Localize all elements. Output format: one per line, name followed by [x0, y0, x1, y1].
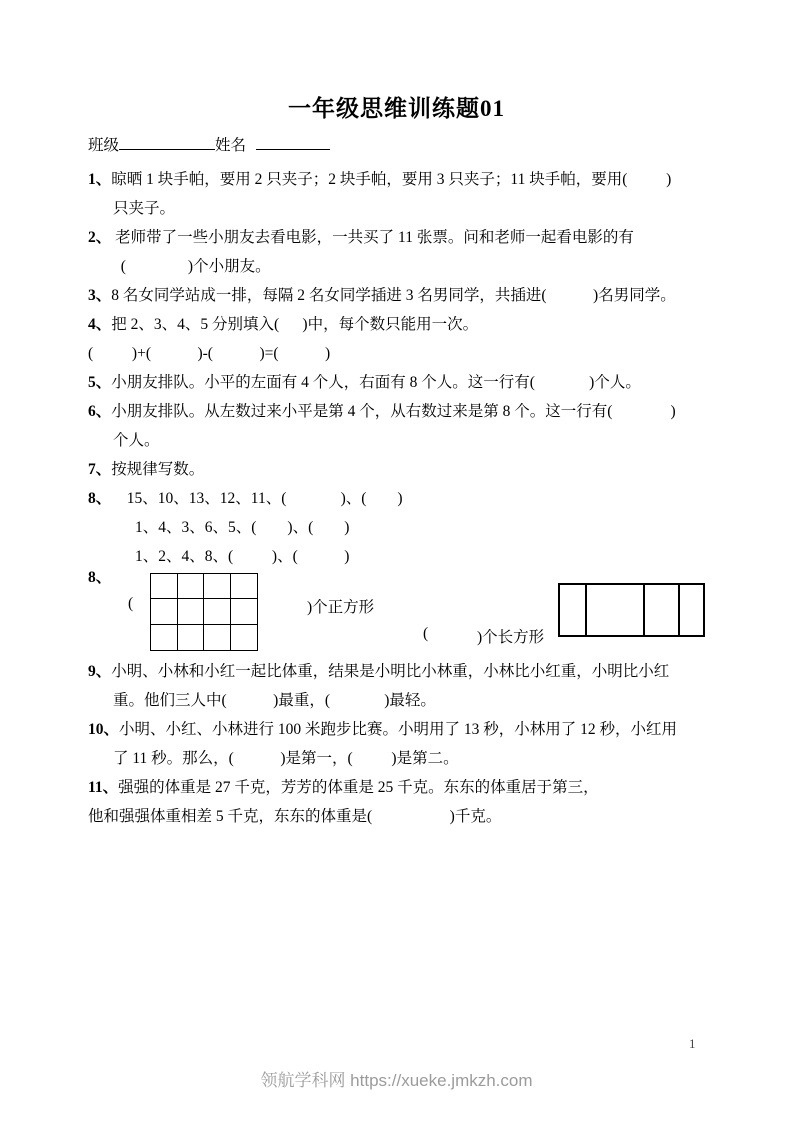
- rect-section: [680, 585, 703, 635]
- grid-cell: [151, 599, 178, 624]
- footer-site-url: 领航学科网 https://xueke.jmkzh.com: [260, 1071, 533, 1090]
- question-7-line-1: 7、按规律写数。: [88, 461, 205, 478]
- question-2-line-1: 2、 老师带了一些小朋友去看电影，一共买了 11 张票。问和老师一起看电影的有: [88, 229, 634, 246]
- question-1-line-1: 1、晾晒 1 块手帕，要用 2 只夹子；2 块手帕，要用 3 只夹子；11 块手帕，要用( ): [88, 171, 672, 188]
- grid-cell: [204, 625, 231, 650]
- grid-cell: [231, 574, 258, 599]
- grid-cell: [178, 599, 205, 624]
- question-6-line-1: 6、小朋友排队。从左数过来小平是第 4 个，从右数过来是第 8 个。这一行有( ): [88, 403, 676, 420]
- grid-cell: [204, 574, 231, 599]
- rectangle-figure: [558, 583, 705, 637]
- grid-cell: [178, 625, 205, 650]
- question-8-sequence-3: 1、2、4、8、( )、( ): [135, 548, 350, 565]
- question-6-line-2: 个人。: [113, 432, 160, 449]
- grid-cell: [204, 599, 231, 624]
- rect-section: [560, 585, 587, 635]
- question-5-line-1: 5、小朋友排队。小平的左面有 4 个人，右面有 8 个人。这一行有( )个人。: [88, 374, 641, 391]
- questions-area: [88, 165, 733, 831]
- question-1-line-2: 只夹子。: [113, 200, 176, 217]
- question-9-line-1: 9、小明、小林和小红一起比体重，结果是小明比小林重，小林比小红重，小明比小红: [88, 663, 670, 680]
- name-label: 姓名: [215, 137, 247, 154]
- grid-cell: [151, 625, 178, 650]
- question-11-line-1: 11、强强的体重是 27 千克，芳芳的体重是 25 千克。东东的体重居于第三，: [88, 779, 599, 796]
- rect-count-label: )个长方形: [477, 629, 545, 646]
- rect-section: [645, 585, 680, 635]
- class-label: 班级: [88, 137, 120, 154]
- question-2-line-2: ( )个小朋友。: [113, 258, 271, 275]
- question-4-line-1: 4、把 2、3、4、5 分别填入( )中，每个数只能用一次。: [88, 316, 479, 333]
- page-title: 一年级思维训练题01: [288, 96, 505, 121]
- name-blank: [256, 134, 330, 150]
- rect-section: [587, 585, 645, 635]
- grid-cell: [151, 574, 178, 599]
- question-9-line-2: 重。他们三人中( )最重，( )最轻。: [113, 692, 436, 709]
- class-name-row: [88, 133, 793, 155]
- grid-cell: [231, 599, 258, 624]
- class-blank: [119, 134, 215, 150]
- question-8-sequence-2: 1、4、3、6、5、( )、( ): [135, 519, 350, 536]
- square-paren-open: (: [128, 595, 134, 612]
- square-grid-figure: [150, 573, 258, 651]
- question-10-line-2: 了 11 秒。那么，( )是第一，( )是第二。: [113, 750, 459, 767]
- square-count-label: )个正方形: [307, 599, 375, 616]
- question-8b-number: 8、: [88, 569, 112, 586]
- question-10-line-1: 10、小明、小红、小林进行 100 米跑步比赛。小明用了 13 秒，小林用了 12 秒，小红用: [88, 721, 678, 738]
- question-3-line-1: 3、8 名女同学站成一排，每隔 2 名女同学插进 3 名男同学，共插进( )名男同学。: [88, 287, 676, 304]
- grid-cell: [231, 625, 258, 650]
- rect-paren-open: (: [423, 625, 429, 642]
- grid-cell: [178, 574, 205, 599]
- question-4-equation-line: ( )+( )-( )=( ): [88, 345, 331, 362]
- question-11-line-2: 他和强强体重相差 5 千克，东东的体重是( )千克。: [88, 808, 502, 825]
- question-8-sequence-1: 8、 15、10、13、12、11、( )、( ): [88, 490, 403, 507]
- page-number: 1: [689, 1036, 696, 1051]
- question-8b-figures: [88, 571, 733, 657]
